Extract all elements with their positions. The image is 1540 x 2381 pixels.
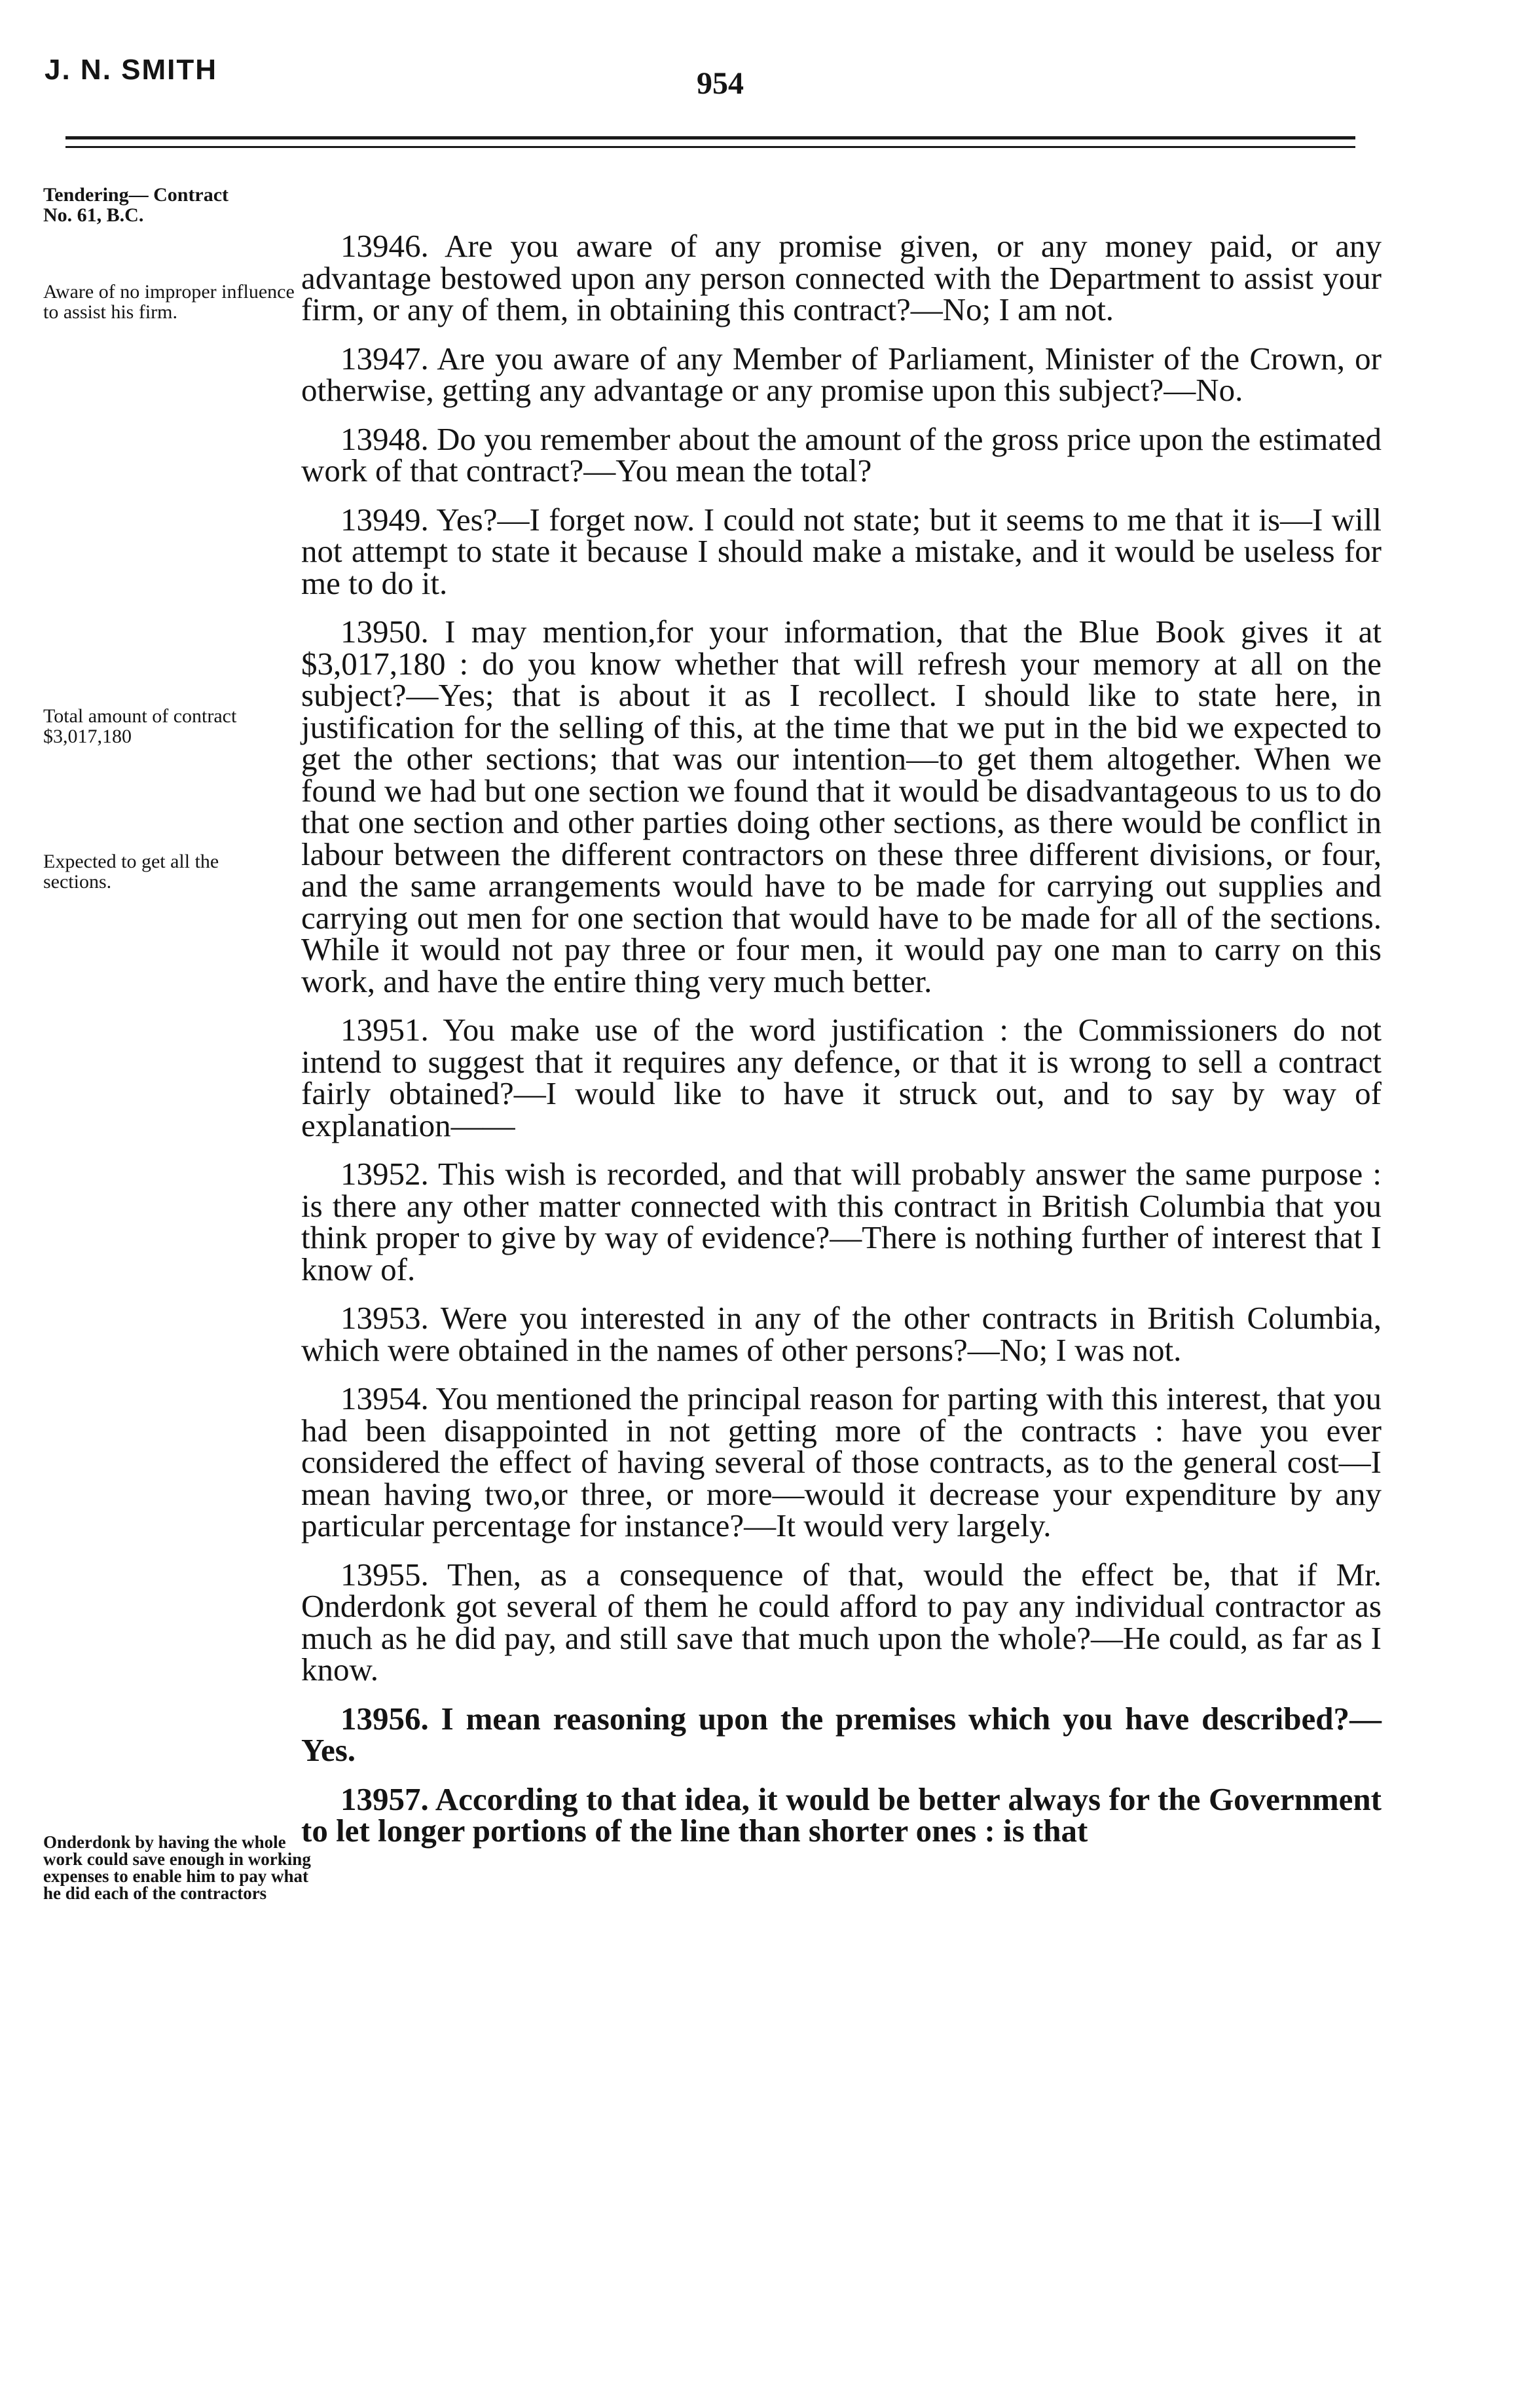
paragraph-13952: 13952. This wish is recorded, and that will probably answer the same purpose : is there any other matter connected with this contract in British Columbia that you think proper to give by way of evidence?—There is nothing further of interest that I know of. [301, 1156, 1382, 1287]
paragraph-13951: 13951. You make use of the word justification : the Commissioners do not intend to suggest that it requires any defence, or that it is wrong to sell a contract fairly obtained?—I would like to have it struck out, and to say by way of explanation—— [301, 1012, 1382, 1143]
paragraph-13955: 13955. Then, as a consequence of that, would the effect be, that if Mr. Onderdonk got several of them he could afford to pay any individual contractor as much as he did pay, and still save that much upon the whole?—He could, as far as I know. [301, 1556, 1382, 1688]
paragraph-13957: 13957. According to that idea, it would be better always for the Government to let longer portions of the line than shorter ones : is that [301, 1781, 1382, 1849]
paragraph-13950: 13950. I may mention,for your information, that the Blue Book gives it at $3,017,180 : do you know whether that will refresh your memory at all on the subject?—Yes; that is about it as I recollect. I should like to state here, in justification for the selling of this, at the time that we put in the bid we expected to get the other sections; that was our intention—to get them altogether. When we found we had but one section we found that it would be disadvantageous to us to do that one section and other parties doing other sections, as there would be conflict in labour between the different contractors on these three different divisions, or four, and the same arrangements would have to be made for carrying out supplies and carrying out men for one section that would have to be made for all of the sections. While it would not pay three or four men, it would pay one man to carry on this work, and have the entire thing very much better. [301, 614, 1382, 999]
paragraph-13948: 13948. Do you remember about the amount of the gross price upon the estimated work of that contract?—You mean the total? [301, 420, 1382, 489]
margin-note-expected: Expected to get all the sections. [43, 851, 219, 893]
page-number: 954 [697, 66, 744, 101]
header-rule-top [65, 136, 1355, 139]
margin-note-tendering: Tendering— Contract No. 61, B.C. [43, 184, 229, 226]
paragraph-13954: 13954. You mentioned the principal reason for parting with this interest, that you had been disappointed in not getting more of the contracts : have you ever considered the effect of having several of those contracts, as to the general cost—I mean having two,or three, or more—would it decrease your expenditure by any particular percentage for instance?—It would very largely. [301, 1380, 1382, 1543]
header-rule-bottom [65, 146, 1355, 148]
paragraph-13949: 13949. Yes?—I forget now. I could not state; but it seems to me that it is—I will not attempt to state it because I should make a mistake, and it would be useless for me to do it. [301, 501, 1382, 601]
paragraph-13953: 13953. Were you interested in any of the other contracts in British Columbia, which were obtained in the names of other persons?—No; I was not. [301, 1300, 1382, 1368]
paragraph-13946: 13946. Are you aware of any promise given, or any money paid, or any advantage bestowed upon any person connected with the Department to assist your firm, or any of them, in obtaining this contract?—No; I am not. [301, 228, 1382, 327]
margin-note-aware: Aware of no improper influence to assist his firm. [43, 281, 295, 323]
margin-note-onderdonk: Onderdonk by having the whole work could save enough in working expenses to enable him to pay what he did each of the contractors [43, 1832, 311, 1903]
paragraph-13947: 13947. Are you aware of any Member of Parliament, Minister of the Crown, or otherwise, getting any advantage or any promise upon this subject?—No. [301, 340, 1382, 408]
running-title: J. N. SMITH [45, 54, 218, 86]
body-text [301, 228, 1382, 1864]
margin-note-total-amount: Total amount of contract $3,017,180 [43, 705, 237, 747]
paragraph-13956: 13956. I mean reasoning upon the premises which you have described?—Yes. [301, 1700, 1382, 1768]
